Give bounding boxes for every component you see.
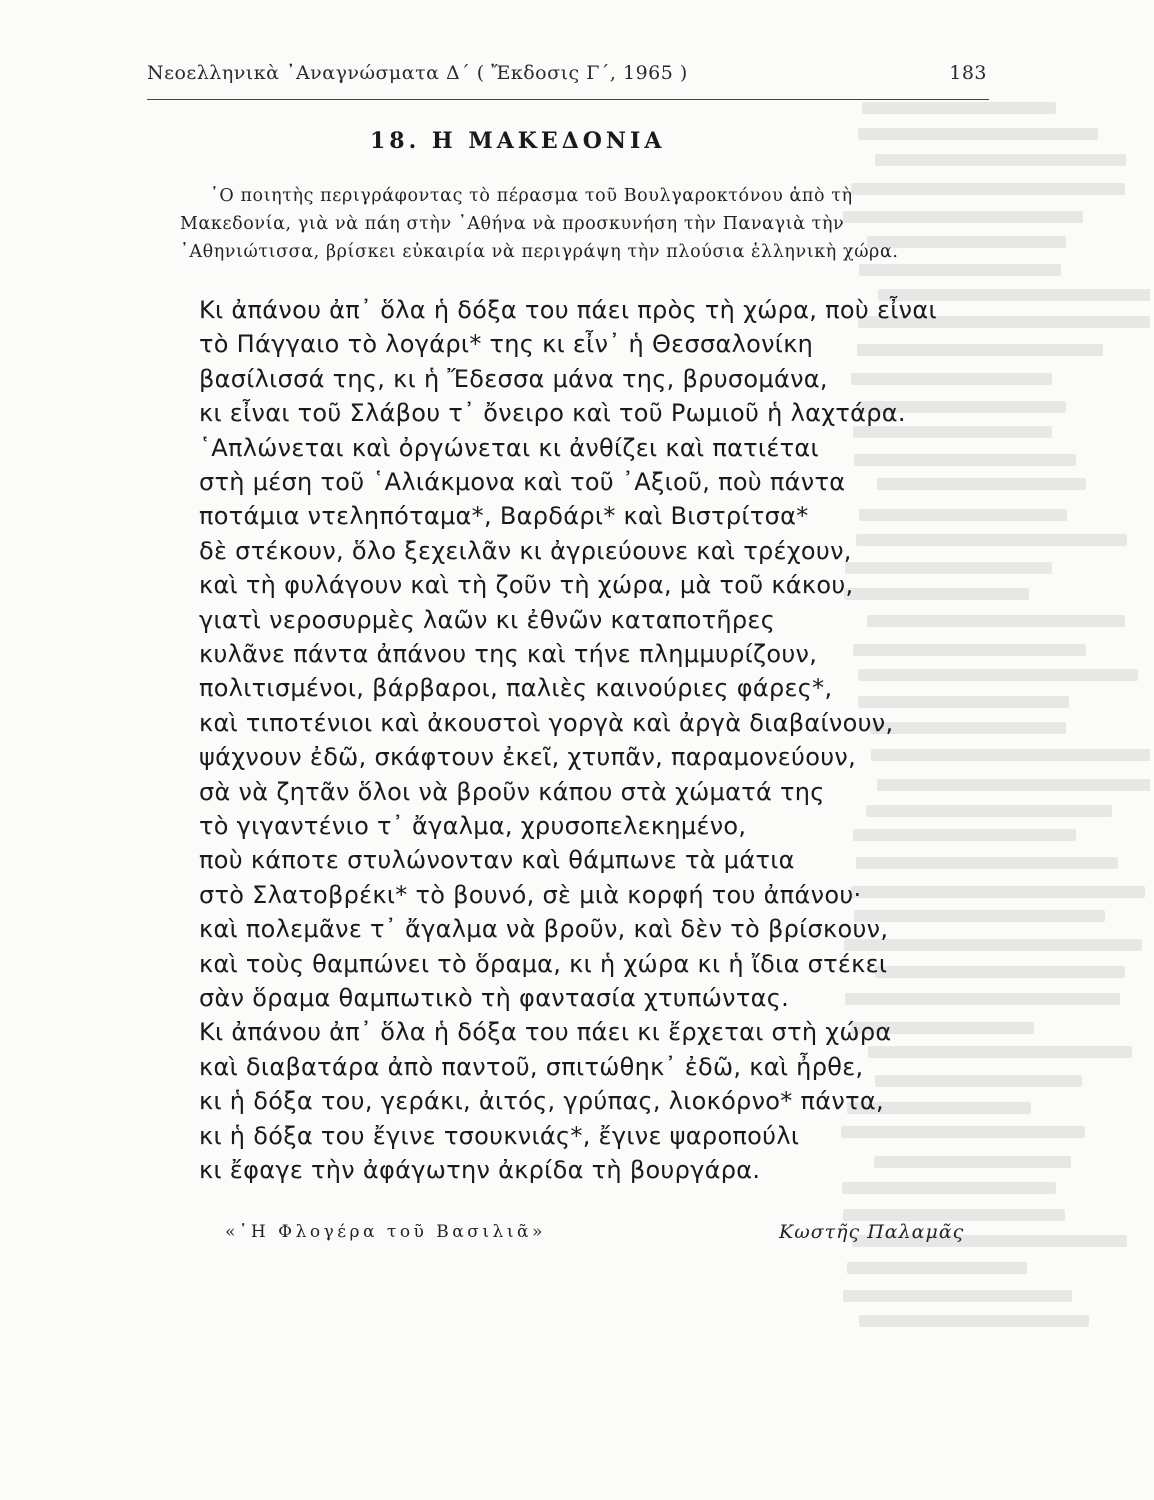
show-through-stroke (851, 183, 1125, 195)
poem-verse: τὸ γιγαντένιο τ᾿ ἄγαλμα, χρυσοπελεκημένο, (199, 812, 747, 840)
show-through-stroke (844, 588, 1030, 600)
show-through-stroke (843, 211, 1083, 223)
source-title: «῾Η Φλογέρα τοῦ Βασιλιᾶ» (225, 1222, 546, 1242)
show-through-stroke (853, 644, 1086, 656)
show-through-stroke (854, 910, 1104, 922)
poem-verse: Κι ἀπάνου ἀπ᾿ ὅλα ἡ δόξα του πάει κι ἔρχεται στὴ χώρα (199, 1018, 892, 1047)
poem-verse: ψάχνουν ἐδῶ, σκάφτουν ἐκεῖ, χτυπᾶν, παραμονεύουν, (199, 743, 857, 772)
show-through-stroke (871, 749, 1150, 761)
show-through-stroke (847, 1262, 1027, 1274)
intro-line: ᾿Αθηνιώτισσα, βρίσκει εὐκαιρία νὰ περιγράψη τὴν πλούσια ἑλληνικὴ χώρα. (180, 242, 899, 262)
poem-verse: στὸ Σλατοβρέκι* τὸ βουνό, σὲ μιὰ κορφή του ἀπάνου· (199, 880, 862, 909)
show-through-stroke (858, 128, 1099, 140)
running-header (147, 62, 987, 84)
poem-verse: καὶ διαβατάρα ἀπὸ παντοῦ, σπιτώθηκ᾿ ἐδῶ, καὶ ἦρθε, (199, 1052, 864, 1081)
show-through-stroke (866, 805, 1113, 817)
show-through-stroke (842, 1182, 1056, 1194)
show-through-stroke (844, 939, 1143, 951)
poem-verse: ποὺ κάποτε στυλώνονταν καὶ θάμπωνε τὰ μάτια (199, 846, 795, 875)
show-through-stroke (875, 154, 1126, 166)
poem-verse: Κι ἀπάνου ἀπ᾿ ὅλα ἡ δόξα του πάει πρὸς τὴ χώρα, ποὺ εἶναι (199, 296, 937, 324)
show-through-stroke (867, 615, 1125, 627)
poem-verse: ῾Απλώνεται καὶ ὀργώνεται κι ἀνθίζει καὶ πατιέται (199, 433, 819, 462)
show-through-stroke (868, 1046, 1132, 1058)
show-through-stroke (856, 857, 1118, 869)
poem-verse: στὴ μέση τοῦ ῾Αλιάκμονα καὶ τοῦ ᾿Αξιοῦ, ποὺ πάντα (199, 468, 846, 496)
page-number: 183 (949, 62, 987, 84)
show-through-stroke (858, 696, 1070, 708)
poem-verse: σὰν ὅραμα θαμπωτικὸ τὴ φαντασία χτυπώντας. (199, 984, 790, 1012)
show-through-stroke (841, 1126, 1085, 1138)
poem-verse: σὰ νὰ ζητᾶν ὅλοι νὰ βροῦν κάπου στὰ χώματά της (199, 777, 825, 806)
show-through-stroke (853, 829, 1076, 841)
poem-verse: κι ἡ δόξα του, γεράκι, ἀιτός, γρύπας, λιοκόρνο* πάντα, (199, 1087, 884, 1116)
show-through-stroke (859, 1315, 1089, 1327)
poem-verse: κι ἡ δόξα του ἔγινε τσουκνιάς*, ἔγινε ψαροπούλι (199, 1121, 800, 1150)
show-through-stroke (856, 534, 1127, 546)
show-through-stroke (851, 886, 1146, 898)
poem-verse: πολιτισμένοι, βάρβαροι, παλιὲς καινούριες φάρες*, (199, 674, 833, 703)
intro-line: ῾Ο ποιητὴς περιγράφοντας τὸ πέρασμα τοῦ Βουλγαροκτόνου ἀπὸ τὴ (210, 186, 853, 206)
show-through-stroke (875, 966, 1125, 978)
intro-line: Μακεδονία, γιὰ νὰ πάη στὴν ᾿Αθήνα νὰ προσκυνήση τὴν Παναγιὰ τὴν (180, 214, 845, 234)
poem-verse: ποτάμια ντεληπόταμα*, Βαρδάρι* καὶ Βιστρίτσα* (199, 502, 809, 531)
show-through-stroke (874, 1156, 1071, 1168)
poem-verse: γιατὶ νεροσυρμὲς λαῶν κι ἐθνῶν καταποτῆρες (199, 605, 776, 634)
chapter-title: 18. Η ΜΑΚΕΔΟΝΙΑ (370, 128, 666, 154)
poem-verse: καὶ τιποτένιοι καὶ ἀκουστοὶ γοργὰ καὶ ἀργὰ διαβαίνουν, (199, 708, 894, 737)
show-through-stroke (870, 722, 1066, 734)
show-through-stroke (857, 344, 1103, 356)
poem-verse: καὶ τὴ φυλάγουν καὶ τὴ ζοῦν τὴ χώρα, μὰ τοῦ κάκου, (199, 571, 854, 600)
poem-verse: καὶ τοὺς θαμπώνει τὸ ὅραμα, κι ἡ χώρα κι ἡ ἴδια στέκει (199, 949, 888, 978)
poem-verse: βασίλισσά της, κι ἡ Ἔδεσσα μάνα της, βρυσομάνα, (199, 364, 828, 393)
show-through-stroke (843, 1209, 1066, 1221)
show-through-stroke (851, 373, 1051, 385)
show-through-stroke (845, 993, 1120, 1005)
show-through-stroke (877, 779, 1150, 791)
show-through-stroke (877, 478, 1086, 490)
poem-verse: κι ἔφαγε τὴν ἀφάγωτην ἀκρίδα τὴ βουργάρα. (199, 1156, 761, 1184)
show-through-stroke (862, 102, 1056, 114)
show-through-stroke (875, 1075, 1083, 1087)
show-through-stroke (858, 669, 1139, 681)
show-through-stroke (859, 509, 1067, 521)
running-title: Νεοελληνικὰ ᾿Αναγνώσματα Δ΄ ( Ἔκδοσις Γ΄, 1965 ) (147, 62, 688, 84)
poem-verse: δὲ στέκουν, ὅλο ξεχειλᾶν κι ἀγριεύουνε καὶ τρέχουν, (199, 536, 852, 565)
poem-verse: κυλᾶνε πάντα ἀπάνου της καὶ τήνε πλημμυρίζουν, (199, 640, 818, 668)
show-through-stroke (859, 264, 1060, 276)
poem-verse: τὸ Πάγγαιο τὸ λογάρι* της κι εἶν᾿ ἡ Θεσσαλονίκη (199, 330, 814, 359)
author-name: Κωστῆς Παλαμᾶς (779, 1221, 965, 1243)
show-through-stroke (854, 454, 1076, 466)
poem-verse: κι εἶναι τοῦ Σλάβου τ᾿ ὄνειρο καὶ τοῦ Ρωμιοῦ ἡ λαχτάρα. (199, 399, 906, 428)
header-rule (147, 99, 989, 100)
poem-verse: καὶ πολεμᾶνε τ᾿ ἄγαλμα νὰ βροῦν, καὶ δὲν τὸ βρίσκουν, (199, 915, 889, 944)
show-through-stroke (845, 562, 1052, 574)
show-through-stroke (843, 1290, 1071, 1302)
